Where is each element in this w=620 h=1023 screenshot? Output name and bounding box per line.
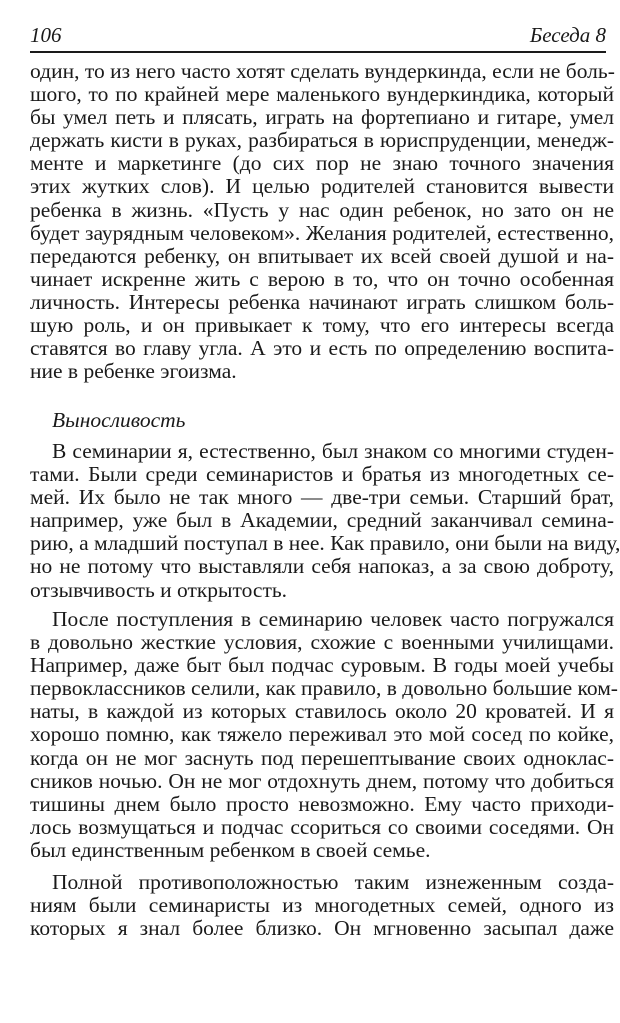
- text-line: наты, в каждой из которых ставилось около 20 кроватей. И я: [30, 699, 614, 724]
- text-line: отзывчивость и открытость.: [30, 577, 288, 602]
- text-line: но не потому что выставляли себя напоказ, а за свою доброту,: [30, 554, 614, 579]
- text-line: держать кисти в руках, разбираться в юриспруденции, менедж-: [30, 128, 614, 153]
- paragraph-1: [30, 60, 614, 383]
- text-line: После поступления в семинарию человек часто погружался: [52, 607, 614, 631]
- text-line: рию, а младший поступал в нее. Как правило, они были на виду,: [30, 531, 620, 556]
- text-line: один, то из него часто хотят сделать вундеркинда, если не боль-: [30, 59, 615, 83]
- text-line: сников ночью. Он не мог отдохнуть днем, потому что добиться: [30, 768, 614, 793]
- text-line: Например, даже быт был подчас суровым. В годы моей учебы: [30, 653, 614, 678]
- text-line: В семинарии я, естественно, был знаком со многими студен-: [52, 439, 614, 463]
- text-line: личность. Интересы ребенка начинают играть слишком боль-: [30, 289, 614, 314]
- text-line: ставятся во главу угла. А это и есть по определению воспита-: [30, 336, 614, 361]
- text-line: например, уже был в Академии, средний заканчивал семина-: [30, 508, 614, 533]
- text-line: бы умел петь и плясать, играть на фортепиано и гитаре, умел: [30, 105, 614, 130]
- text-line: ниям были семинаристы из многодетных семей, одного из: [30, 893, 614, 918]
- text-line: хорошо помню, как тяжело переживал это мой сосед по койке,: [30, 722, 614, 747]
- text-line: менте и маркетинге (до сих пор не знаю точного значения: [30, 151, 614, 176]
- text-line: ребенка в жизнь. «Пусть у нас один ребенок, но зато он не: [30, 197, 614, 222]
- text-line: чинает искренне жить с верою в то, что он точно особенная: [30, 266, 614, 291]
- text-line: когда он не мог заснуть под перешептывание своих одноклас-: [30, 745, 614, 770]
- section-title: Выносливость: [52, 408, 186, 432]
- text-line: был единственным ребенком в своей семье.: [30, 837, 431, 862]
- text-line: ние в ребенке эгоизма.: [30, 359, 237, 384]
- text-line: мей. Их было не так много — две-три семьи. Старший брат,: [30, 485, 614, 510]
- text-line: шого, то по крайней мере маленького вундеркиндика, который: [30, 82, 614, 107]
- text-line: этих жутких слов). И целью родителей становится вывести: [30, 174, 614, 199]
- paragraph-4: [30, 871, 614, 940]
- text-line: лось возмущаться и подчас ссориться со своими соседями. Он: [30, 814, 614, 839]
- header-rule: [30, 51, 606, 53]
- text-line: Полной противоположностью таким изнеженным созда-: [52, 870, 614, 894]
- text-line: шую роль, и он привыкает к тому, что его интересы всегда: [30, 313, 614, 338]
- running-title: Беседа 8: [529, 23, 606, 47]
- text-line: будет заурядным человеком». Желания родителей, естественно,: [30, 220, 614, 245]
- text-line: тами. Были среди семинаристов и братья из многодетных се-: [30, 462, 614, 487]
- paragraph-2: [30, 439, 620, 602]
- text-line: первоклассников селили, как правило, в довольно большие ком-: [30, 676, 618, 701]
- text-line: тишины днем было просто невозможно. Ему часто приходи-: [30, 791, 614, 816]
- paragraph-3: [30, 607, 618, 862]
- page-header: [30, 22, 606, 48]
- text-line: передаются ребенку, он впитывает их всей своей душой и на-: [30, 243, 614, 268]
- text-line: которых я знал более близко. Он мгновенно засыпал даже: [30, 916, 614, 941]
- text-line: в довольно жесткие условия, схожие с военными училищами.: [30, 630, 614, 655]
- page-number: 106: [30, 23, 62, 47]
